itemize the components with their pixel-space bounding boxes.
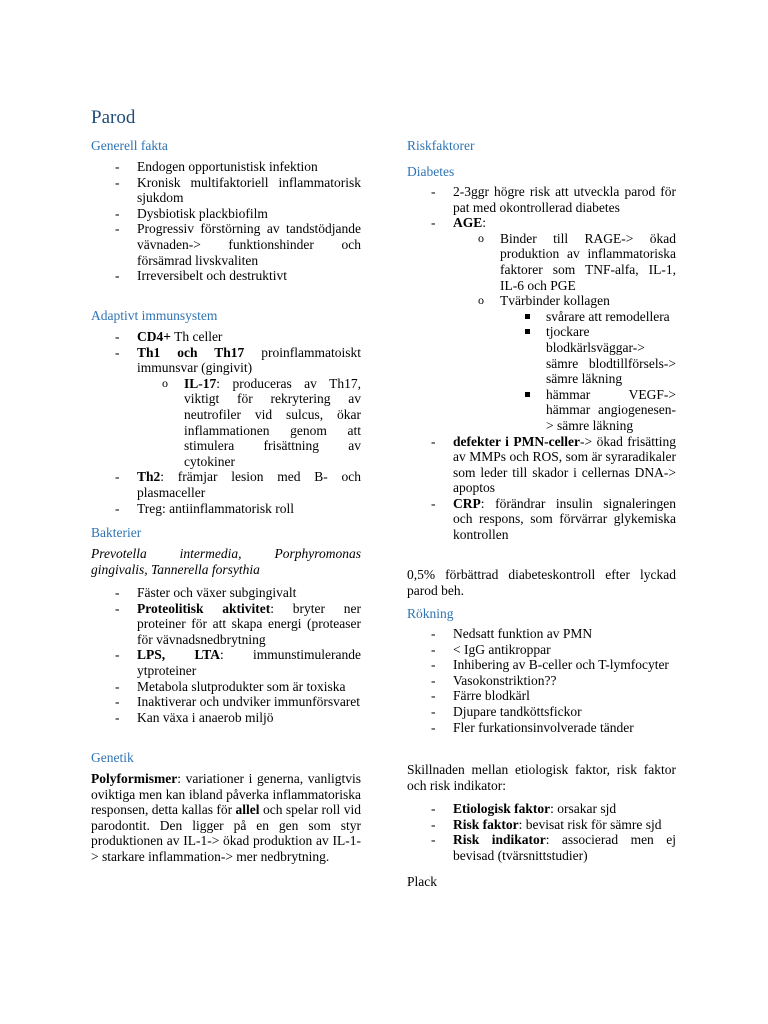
skillnaden-list <box>407 801 676 863</box>
list-item: - Fäster och växer subgingivalt <box>91 585 361 601</box>
list-item: - defekter i PMN-celler-> ökad frisätting av MMPs och ROS, som är syraradikaler som leder till skador i cellernas DNA-> apoptos <box>407 434 676 496</box>
list-item: - CRP: förändrar insulin signaleringen och respons, som förvärrar glykemiska kontrollen <box>407 496 676 543</box>
list-item: - < IgG antikroppar <box>407 642 676 658</box>
list-item: o Binder till RAGE-> ökad produktion av inflammatoriska faktorer som TNF-alfa, IL-1, IL-6 och PGE <box>407 231 676 293</box>
list-item: - Risk faktor: bevisat risk för sämre sjd <box>407 817 676 833</box>
heading-generell-fakta: Generell fakta <box>91 138 168 153</box>
list-item: - Kan växa i anaerob miljö <box>91 710 361 726</box>
bacteria-species: Prevotella intermedia, Porphyromonas gingivalis, Tannerella forsythia <box>91 546 361 577</box>
bakterier-list <box>91 585 361 725</box>
list-item: - LPS, LTA: immunstimulerande ytproteiner <box>91 647 361 678</box>
list-item: hämmar VEGF-> hämmar angiogenesen-> sämre läkning <box>407 387 676 434</box>
list-item: svårare att remodellera <box>407 309 676 325</box>
heading-adaptivt-immunsystem: Adaptivt immunsystem <box>91 308 218 323</box>
list-item: o IL-17: produceras av Th17, viktigt för rekrytering av neutrofiler vid sulcus, ökar inflammationen genom att stimulera frisättning av cytokiner <box>91 376 361 470</box>
list-item: - Metabola slutprodukter som är toxiska <box>91 679 361 695</box>
list-item: - Irreversibelt och destruktivt <box>91 268 361 284</box>
diabetes-paragraph: 0,5% förbättrad diabeteskontroll efter lyckad parod beh. <box>407 567 676 598</box>
list-item: - Färre blodkärl <box>407 688 676 704</box>
list-item: - CD4+ Th celler <box>91 329 361 345</box>
list-item: - Nedsatt funktion av PMN <box>407 626 676 642</box>
list-item: - Th1 och Th17 proinflammatoiskt immunsvar (gingivit) <box>91 345 361 376</box>
skillnaden-intro: Skillnaden mellan etiologisk faktor, risk faktor och risk indikator: <box>407 762 676 793</box>
generell-list <box>91 159 361 284</box>
list-item: - Endogen opportunistisk infektion <box>91 159 361 175</box>
list-item: o Tvärbinder kollagen <box>407 293 676 309</box>
adaptivt-list <box>91 329 361 516</box>
genetik-paragraph: Polyformismer: variationer i generna, vanligtvis oviktiga men kan ibland påverka inflammatoriska responsen, detta kallas för allel och spelar roll vid parodontit. Den ligger på en gen som styr produktionen av IL-1-> ökad produktion av IL-1-> starkare inflammation-> mer nedbrytning. <box>91 771 361 864</box>
list-item: - Vasokonstriktion?? <box>407 673 676 689</box>
list-item: - Risk indikator: associerad men ej bevisad (tvärsnittstudier) <box>407 832 676 863</box>
heading-genetik: Genetik <box>91 750 134 765</box>
list-item: - AGE: <box>407 215 676 231</box>
list-item: - Inaktiverar och undviker immunförsvaret <box>91 694 361 710</box>
list-item: - 2-3ggr högre risk att utveckla parod för pat med okontrollerad diabetes <box>407 184 676 215</box>
list-item: - Progressiv förstörning av tandstödjande vävnaden-> funktionshinder och försämrad livskvaliten <box>91 221 361 268</box>
list-item: tjockare blodkärlsväggar-> sämre blodtillförsels-> sämre läkning <box>407 324 676 386</box>
heading-diabetes: Diabetes <box>407 164 455 179</box>
heading-bakterier: Bakterier <box>91 525 142 540</box>
page-title: Parod <box>91 107 136 128</box>
list-item: - Proteolitisk aktivitet: bryter ner proteiner för att skapa energi (proteaser för vävnadsnedbrytning <box>91 601 361 648</box>
list-item: - Fler furkationsinvolverade tänder <box>407 720 676 736</box>
heading-rokning: Rökning <box>407 606 454 621</box>
diabetes-list <box>407 184 676 543</box>
list-item: - Treg: antiinflammatorisk roll <box>91 501 361 517</box>
list-item: - Djupare tandköttsfickor <box>407 704 676 720</box>
list-item: - Dysbiotisk plackbiofilm <box>91 206 361 222</box>
plack-paragraph: Plack <box>407 874 437 889</box>
list-item: - Inhibering av B-celler och T-lymfocyter <box>407 657 676 673</box>
rokning-list <box>407 626 676 735</box>
list-item: - Th2: främjar lesion med B- och plasmaceller <box>91 469 361 500</box>
list-item: - Etiologisk faktor: orsakar sjd <box>407 801 676 817</box>
list-item: - Kronisk multifaktoriell inflammatorisk sjukdom <box>91 175 361 206</box>
heading-riskfaktorer: Riskfaktorer <box>407 138 475 153</box>
